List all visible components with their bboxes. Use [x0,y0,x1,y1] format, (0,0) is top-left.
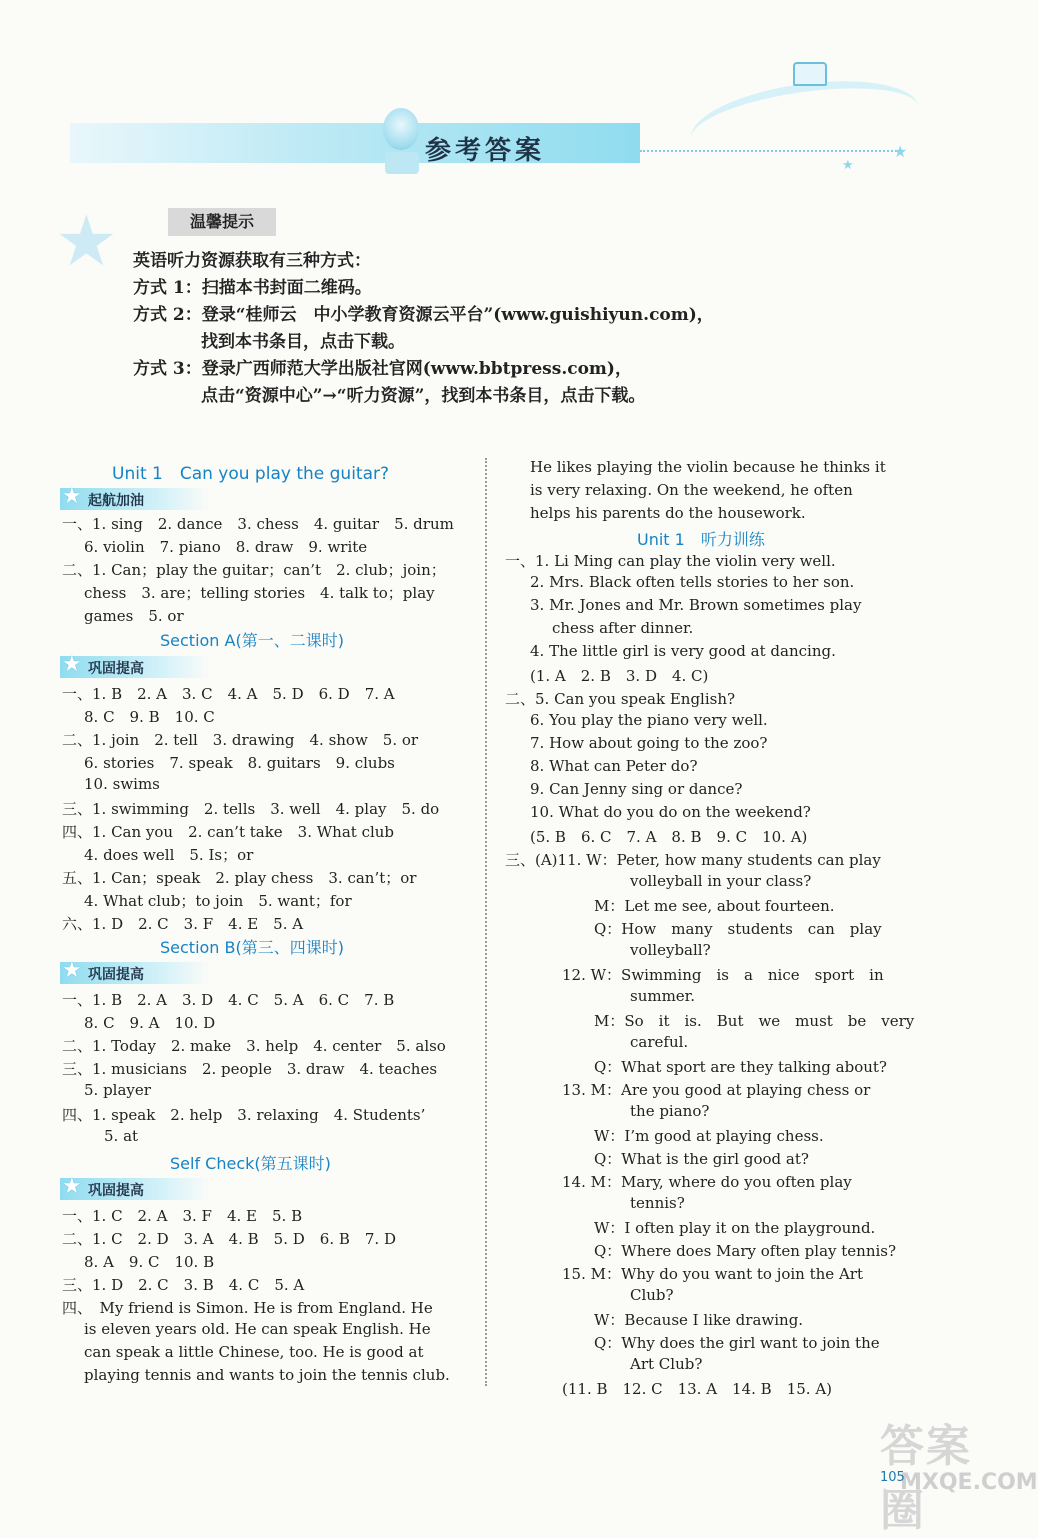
answer-line: 4. The little girl is very good at dancing. [530,642,836,660]
tip-line: 英语听力资源获取有三种方式： [133,251,371,271]
section-tag-label: 巩固提高 [88,967,144,983]
answer-line: W：I’m good at playing chess. [594,1127,824,1145]
answer-line: M：So it is. But we must be very [594,1012,915,1030]
answer-line: 14. M：Mary, where do you often play [562,1173,852,1191]
mascot-books-icon [385,152,419,174]
answer-line: games 5. or [84,607,184,625]
section-heading: Section B(第三、四课时) [160,938,344,957]
answer-line: Club? [630,1286,674,1304]
tip-line: 点击“资源中心”→“听力资源”，找到本书条目，点击下载。 [201,386,646,406]
answer-line: can speak a little Chinese, too. He is good at [84,1343,424,1361]
answer-line: 13. M：Are you good at playing chess or [562,1081,871,1099]
dotted-ribbon [640,150,900,154]
star-icon: ★ [893,142,908,161]
answer-line: Q：Why does the girl want to join the [594,1334,880,1352]
answer-line: 9. Can Jenny sing or dance? [530,780,743,798]
column-divider [485,458,487,1386]
answer-line: 6. violin 7. piano 8. draw 9. write [84,538,368,556]
section-tag-label: 起航加油 [88,493,144,509]
answer-line: chess after dinner. [552,619,694,637]
answer-line: 3. Mr. Jones and Mr. Brown sometimes play [530,596,862,614]
answer-line: 6. You play the piano very well. [530,711,768,729]
section-tag-label: 巩固提高 [88,661,144,677]
answer-line: 4. does well 5. Is；or [84,846,254,864]
answer-line: 六、1. D 2. C 3. F 4. E 5. A [62,915,304,933]
header-banner [70,123,640,163]
answer-line: 15. M：Why do you want to join the Art [562,1265,863,1283]
section-tag [60,1174,210,1200]
unit-title: Unit 1 Can you play the guitar? [112,464,390,484]
answer-line: the piano? [630,1102,710,1120]
answer-line: 二、1. Can；play the guitar；can’t 2. club；join； [62,561,446,579]
answer-line: 5. player [84,1081,151,1099]
answer-line: 四、1. speak 2. help 3. relaxing 4. Students’ [62,1106,426,1124]
answer-line: 一、1. sing 2. dance 3. chess 4. guitar 5. drum [62,515,454,533]
answer-line: 二、1. C 2. D 3. A 4. B 5. D 6. B 7. D [62,1230,396,1248]
answer-line: 7. How about going to the zoo? [530,734,768,752]
answer-line: is very relaxing. On the weekend, he often [530,481,853,499]
answer-line: 12. W：Swimming is a nice sport in [562,966,884,984]
answer-line: volleyball in your class? [630,872,812,890]
answer-line: playing tennis and wants to join the tennis club. [84,1366,450,1384]
star-icon: ★ [55,200,118,282]
tip-line: 方式 1：扫描本书封面二维码。 [133,278,372,298]
answer-line: 三、1. D 2. C 3. B 4. C 5. A [62,1276,305,1294]
answer-line: 二、1. Today 2. make 3. help 4. center 5. also [62,1037,446,1055]
answer-line: 8. What can Peter do? [530,757,698,775]
answer-line: 三、1. musicians 2. people 3. draw 4. teaches [62,1060,438,1078]
answer-line: Q：What is the girl good at? [594,1150,809,1168]
answer-line: 四、1. Can you 2. can’t take 3. What club [62,823,395,841]
answer-line: M：Let me see, about fourteen. [594,897,835,915]
answer-line: 三、1. swimming 2. tells 3. well 4. play 5. do [62,800,440,818]
answer-line: is eleven years old. He can speak English. He [84,1320,431,1338]
answer-line: careful. [630,1033,689,1051]
tip-label: 温馨提示 [168,208,276,236]
answer-line: 10. What do you do on the weekend? [530,803,811,821]
star-icon: ★ [62,652,82,677]
tip-line: 找到本书条目，点击下载。 [201,332,405,352]
answer-line: (1. A 2. B 3. D 4. C) [530,667,709,685]
section-heading: Self Check(第五课时) [170,1154,331,1173]
answer-line: 一、1. B 2. A 3. D 4. C 5. A 6. C 7. B [62,991,395,1009]
answer-line: 2. Mrs. Black often tells stories to her son. [530,573,855,591]
answer-line: volleyball? [630,941,711,959]
answer-line: summer. [630,987,695,1005]
tip-line: 方式 3：登录广西师范大学出版社官网(www.bbtpress.com)， [133,359,632,379]
section-heading: Unit 1 听力训练 [637,530,765,549]
section-tag [60,958,210,984]
answer-line: W：I often play it on the playground. [594,1219,876,1237]
answer-line: 五、1. Can；speak 2. play chess 3. can’t；or [62,869,417,887]
answer-line: (11. B 12. C 13. A 14. B 15. A) [562,1380,833,1398]
answer-line: 二、1. join 2. tell 3. drawing 4. show 5. or [62,731,419,749]
star-icon: ★ [62,958,82,983]
answer-line: 二、5. Can you speak English? [505,690,736,708]
answer-line: helps his parents do the housework. [530,504,806,522]
answer-line: Art Club? [630,1355,703,1373]
section-tag-label: 巩固提高 [88,1183,144,1199]
answer-line: W：Because I like drawing. [594,1311,804,1329]
watermark: 答案圈 [880,1421,972,1536]
answer-line: 一、1. C 2. A 3. F 4. E 5. B [62,1207,303,1225]
section-tag [60,652,210,678]
section-heading: Section A(第一、二课时) [160,631,344,650]
answer-line: 一、1. B 2. A 3. C 4. A 5. D 6. D 7. A [62,685,395,703]
star-icon: ★ [842,158,854,173]
answer-line: 三、(A)11. W：Peter, how many students can play [505,851,881,869]
answer-line: (5. B 6. C 7. A 8. B 9. C 10. A) [530,828,808,846]
answer-line: Q：What sport are they talking about? [594,1058,887,1076]
watermark-url: MXQE.COM [900,1470,1038,1495]
answer-line: 8. C 9. B 10. C [84,708,215,726]
answer-line: 一、1. Li Ming can play the violin very well. [505,552,836,570]
answer-line: 四、 My friend is Simon. He is from England. He [62,1299,433,1317]
answer-line: 5. at [104,1127,139,1145]
mascot-icon [383,108,419,150]
tip-line: 方式 2：登录“桂师云 中小学教育资源云平台”(www.guishiyun.com)， [133,305,714,325]
page-number: 105 [880,1470,905,1485]
answer-line: 10. swims [84,775,160,793]
answer-line: tennis? [630,1194,685,1212]
answer-line: Q：Where does Mary often play tennis? [594,1242,897,1260]
answer-line: 4. What club；to join 5. want；for [84,892,352,910]
book-icon [793,62,827,86]
answer-line: 6. stories 7. speak 8. guitars 9. clubs [84,754,395,772]
star-icon: ★ [62,484,82,509]
answer-line: He likes playing the violin because he thinks it [530,458,886,476]
answer-line: 8. A 9. C 10. B [84,1253,215,1271]
answer-line: 8. C 9. A 10. D [84,1014,216,1032]
page-title: 参考答案 [425,136,546,166]
star-icon: ★ [62,1174,82,1199]
answer-line: chess 3. are；telling stories 4. talk to；play [84,584,435,602]
answer-line: Q：How many students can play [594,920,882,938]
section-tag [60,484,210,510]
